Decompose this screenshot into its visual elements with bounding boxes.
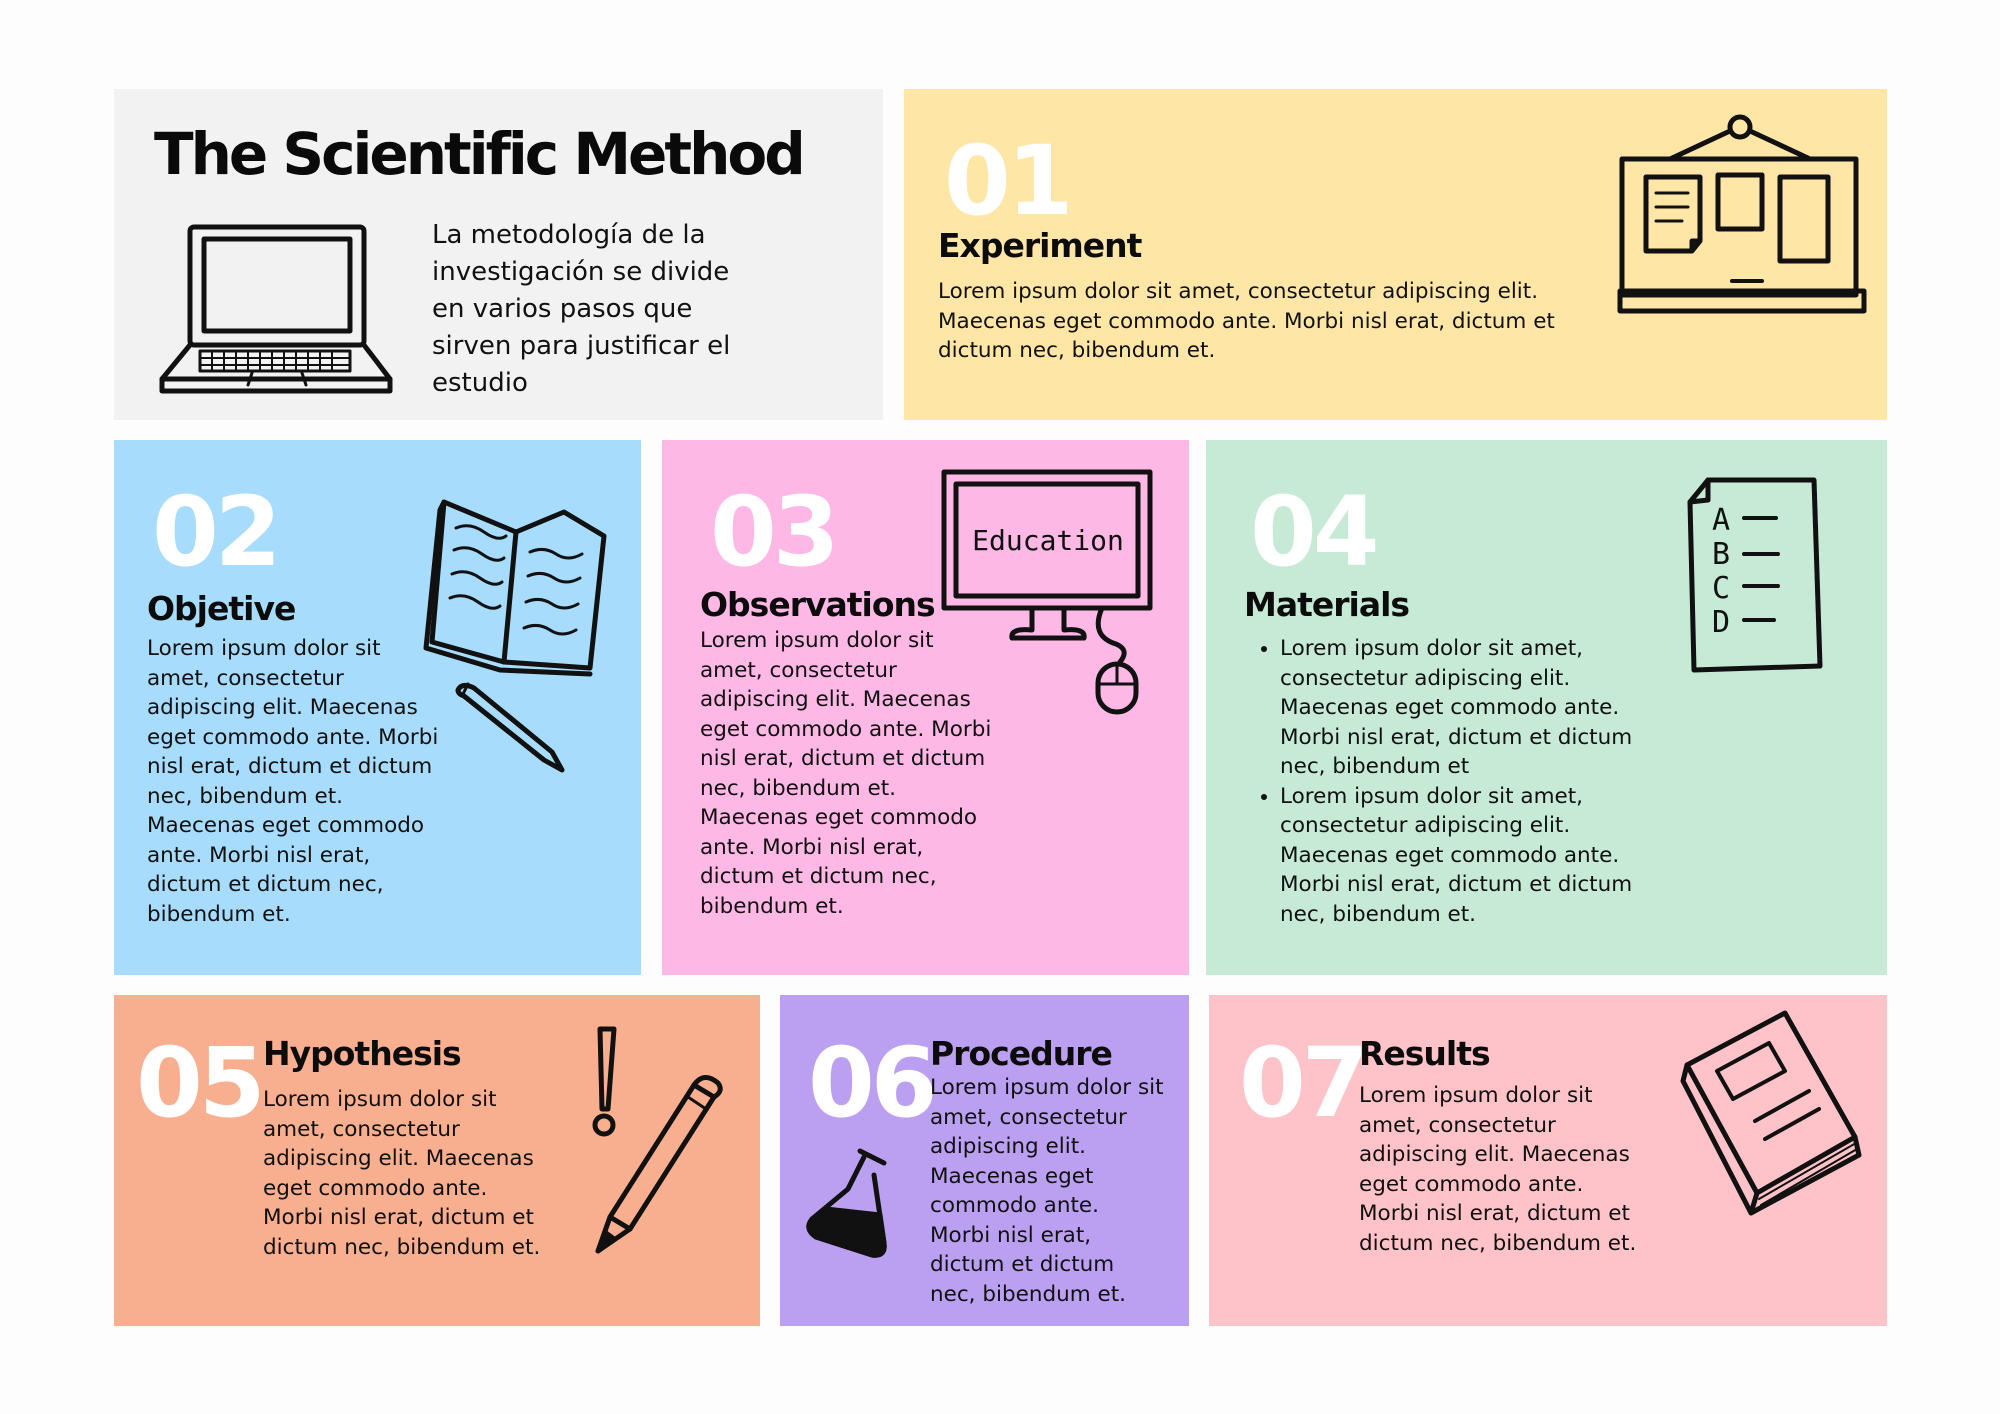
step-title: Results — [1359, 1034, 1490, 1073]
list-item: • Lorem ipsum dolor sit amet, consectetur adipiscing elit. Maecenas eget commodo ante. Morbi nisl erat, dictum et dictum nec, bibendum et. — [1280, 782, 1646, 930]
materials-list — [1246, 634, 1646, 929]
list-letter: D — [1712, 605, 1731, 640]
step-number: 05 — [136, 1027, 262, 1139]
closed-book-icon — [1675, 1009, 1871, 1235]
list-letter: A — [1712, 503, 1731, 538]
step-procedure — [780, 995, 1189, 1326]
step-title: Objetive — [147, 589, 296, 628]
step-title: Procedure — [930, 1034, 1112, 1073]
intro-text: La metodología de la investigación se divide en varios pasos que sirven para justificar el estudio — [432, 220, 731, 398]
step-experiment — [904, 89, 1887, 420]
step-objetive — [114, 440, 641, 975]
header-card — [114, 89, 883, 420]
step-number: 02 — [152, 476, 278, 588]
step-text: Lorem ipsum dolor sit amet, consectetur adipiscing elit. Maecenas eget commodo ante. Morbi nisl erat, dictum et dictum nec, bibendum et. — [263, 1087, 541, 1260]
step-title: Hypothesis — [263, 1034, 461, 1073]
step-title: Experiment — [938, 226, 1142, 265]
step-number: 07 — [1239, 1027, 1365, 1139]
list-item: • Lorem ipsum dolor sit amet, consectetur adipiscing elit. Maecenas eget commodo ante. Morbi nisl erat, dictum et dictum nec, bibendum et — [1280, 634, 1646, 782]
screen-label: Education — [972, 524, 1124, 557]
laptop-icon — [152, 219, 402, 399]
step-text: Lorem ipsum dolor sit amet, consectetur adipiscing elit. Maecenas eget commodo ante. Morbi nisl erat, dictum et dictum nec, bibendum et. — [938, 279, 1555, 363]
step-title: Materials — [1244, 585, 1410, 624]
step-title: Observations — [700, 585, 935, 624]
page-title: The Scientific Method — [154, 120, 803, 188]
list-letter: B — [1712, 537, 1731, 572]
step-number: 03 — [710, 476, 836, 588]
list-letter: C — [1712, 571, 1731, 606]
pencil-exclamation-icon — [584, 1025, 744, 1265]
step-results — [1209, 995, 1887, 1326]
step-materials — [1206, 440, 1887, 975]
step-number: 01 — [944, 125, 1070, 237]
step-text: Lorem ipsum dolor sit amet, consectetur adipiscing elit. Maecenas eget commodo ante. Morbi nisl erat, dictum et dictum nec, bibendum et. Maecenas eget commodo ante. Morbi nisl erat, dictum et dictum nec, bibendum et. — [700, 628, 992, 919]
step-text: Lorem ipsum dolor sit amet, consectetur adipiscing elit. Maecenas eget commodo ante. Morbi nisl erat, dictum et dictum nec, bibendum et. — [1359, 1083, 1637, 1256]
flask-icon — [802, 1145, 898, 1261]
step-text: Lorem ipsum dolor sit amet, consectetur adipiscing elit. Maecenas eget commodo ante. Morbi nisl erat, dictum et dictum nec, bibendum et. — [930, 1075, 1164, 1307]
bulletin-board-icon — [1612, 111, 1868, 321]
step-hypothesis — [114, 995, 760, 1326]
step-observations — [662, 440, 1189, 975]
checklist-icon — [1674, 474, 1834, 674]
computer-monitor-icon — [940, 468, 1156, 716]
step-number: 06 — [808, 1027, 934, 1139]
step-text: Lorem ipsum dolor sit amet, consectetur adipiscing elit. Maecenas eget commodo ante. Morbi nisl erat, dictum et dictum nec, bibendum et. Maecenas eget commodo ante. Morbi nisl erat, dictum et dictum nec, bibendum et. — [147, 636, 439, 927]
step-number: 04 — [1250, 476, 1376, 588]
open-book-pen-icon — [414, 492, 614, 782]
